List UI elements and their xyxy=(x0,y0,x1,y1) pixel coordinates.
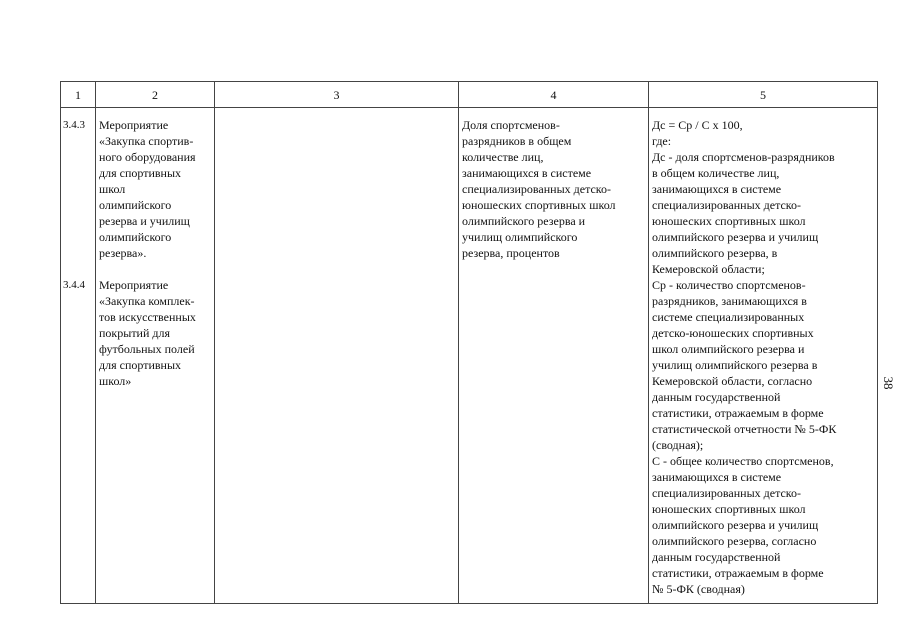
text-line: юношеских спортивных школ xyxy=(462,198,616,212)
text-line: «Закупка комплек- xyxy=(99,294,195,308)
measure-name-text xyxy=(99,117,211,389)
text-line: училищ олимпийского резерва в xyxy=(652,358,818,372)
text-line: Дс = Ср / С x 100, xyxy=(652,118,743,132)
text-line: олимпийского резерва, в xyxy=(652,246,778,260)
text-line: занимающихся в системе xyxy=(652,470,782,484)
header-cell-1: 1 xyxy=(61,82,96,108)
text-line: специализированных детско- xyxy=(652,486,802,500)
text-line: в общем количестве лиц, xyxy=(652,166,780,180)
text-line: где: xyxy=(652,134,672,148)
text-line: количестве лиц, xyxy=(462,150,544,164)
text-line: занимающихся в системе xyxy=(652,182,782,196)
text-line: школ олимпийского резерва и xyxy=(652,342,805,356)
text-line: статистической отчетности № 5-ФК xyxy=(652,422,837,436)
text-line: Ср - количество спортсменов- xyxy=(652,278,806,292)
text-line: данным государственной xyxy=(652,390,781,404)
text-line: разрядников в общем xyxy=(462,134,572,148)
text-line: разрядников, занимающихся в xyxy=(652,294,807,308)
page-number: 38 xyxy=(881,376,896,390)
text-line: ного оборудования xyxy=(99,150,196,164)
text-line: для спортивных xyxy=(99,166,182,180)
text-line: футбольных полей xyxy=(99,342,195,356)
item-number-3-4-3: 3.4.3 xyxy=(63,119,85,131)
text-line: школ xyxy=(99,182,126,196)
text-line: Кемеровской области; xyxy=(652,262,765,276)
text-line: Мероприятие xyxy=(99,278,169,292)
spacer xyxy=(63,133,95,277)
formula-cell xyxy=(649,108,878,604)
text-line: специализированных детско- xyxy=(462,182,612,196)
item-number-cell xyxy=(61,108,96,604)
text-line: олимпийского резерва и xyxy=(462,214,586,228)
text-line: юношеских спортивных школ xyxy=(652,502,806,516)
text-line: (сводная); xyxy=(652,438,704,452)
text-line: Мероприятие xyxy=(99,118,169,132)
header-row xyxy=(61,82,878,108)
text-line: занимающихся в системе xyxy=(462,166,592,180)
text-line: училищ олимпийского xyxy=(462,230,578,244)
text-line: олимпийского резерва и училищ xyxy=(652,518,819,532)
text-line: Кемеровской области, согласно xyxy=(652,374,813,388)
header-cell-3: 3 xyxy=(215,82,459,108)
text-line: тов искусственных xyxy=(99,310,196,324)
text-line: покрытий для xyxy=(99,326,171,340)
text-line: статистики, отражаемым в форме xyxy=(652,406,824,420)
text-line: олимпийского xyxy=(99,198,172,212)
indicator-name-text xyxy=(462,117,645,261)
text-line: статистики, отражаемым в форме xyxy=(652,566,824,580)
text-line: резерва, процентов xyxy=(462,246,560,260)
text-line: системе специализированных xyxy=(652,310,805,324)
text-line: № 5-ФК (сводная) xyxy=(652,582,745,596)
text-line: олимпийского резерва, согласно xyxy=(652,534,817,548)
text-line: детско-юношеских спортивных xyxy=(652,326,814,340)
header-cell-5: 5 xyxy=(649,82,878,108)
text-line: для спортивных xyxy=(99,358,182,372)
text-line: С - общее количество спортсменов, xyxy=(652,454,834,468)
measure-name-cell xyxy=(96,108,215,604)
text-line: резерва». xyxy=(99,246,147,260)
text-line: Дс - доля спортсменов-разрядников xyxy=(652,150,835,164)
text-line: олимпийского xyxy=(99,230,172,244)
item-number-3-4-4: 3.4.4 xyxy=(63,279,85,291)
table-row xyxy=(61,108,878,604)
header-cell-2: 2 xyxy=(96,82,215,108)
formula-text xyxy=(652,117,874,597)
text-line: олимпийского резерва и училищ xyxy=(652,230,819,244)
text-line: специализированных детско- xyxy=(652,198,802,212)
text-line: юношеских спортивных школ xyxy=(652,214,806,228)
indicator-name-cell xyxy=(459,108,649,604)
header-cell-4: 4 xyxy=(459,82,649,108)
text-line: резерва и училищ xyxy=(99,214,190,228)
text-line: «Закупка спортив- xyxy=(99,134,194,148)
text-line: Доля спортсменов- xyxy=(462,118,560,132)
empty-cell xyxy=(215,108,459,604)
text-line: данным государственной xyxy=(652,550,781,564)
text-line xyxy=(99,261,211,277)
indicator-table xyxy=(60,81,878,604)
text-line: школ» xyxy=(99,374,132,388)
